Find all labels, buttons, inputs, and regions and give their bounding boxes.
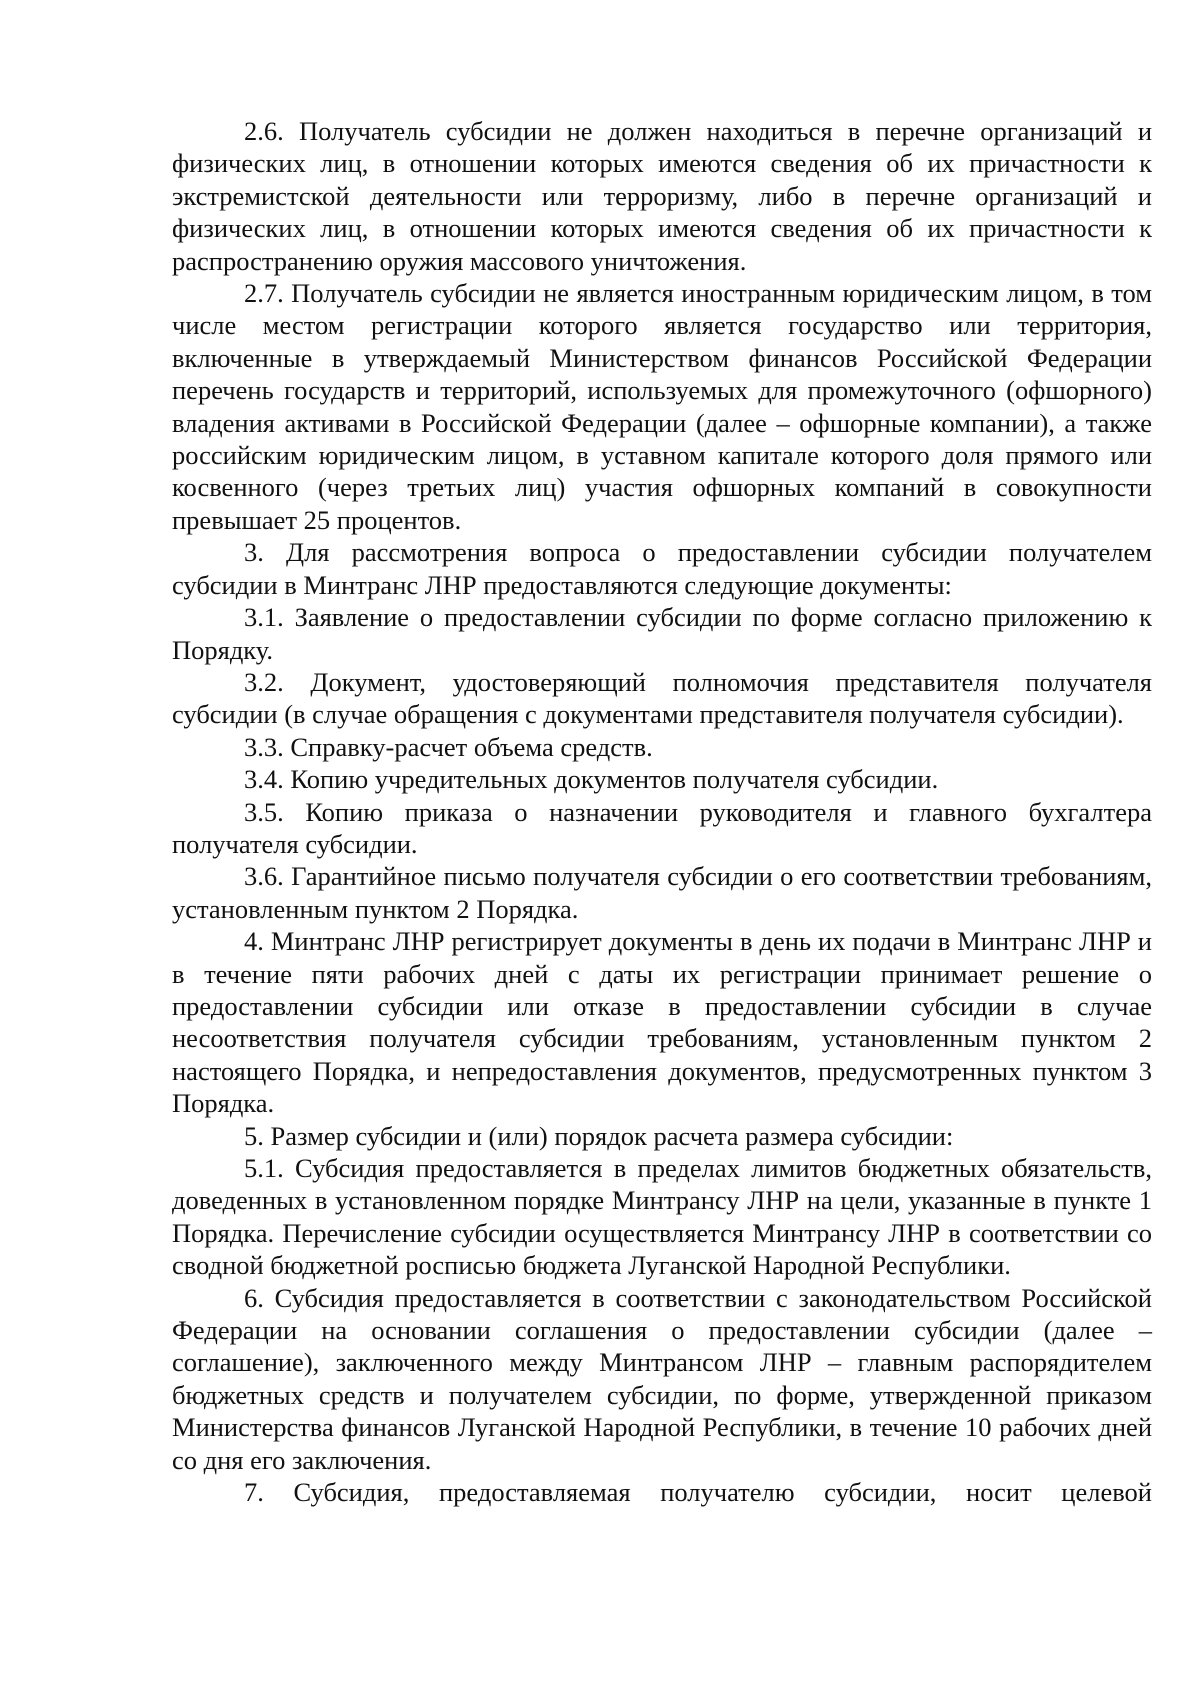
paragraph-3-6: 3.6. Гарантийное письмо получателя субсидии о его соответствии требованиям, установленным пунктом 2 Порядка. [172, 861, 1152, 924]
paragraph-3-3: 3.3. Справку-расчет объема средств. [244, 731, 653, 762]
paragraph-2-7: 2.7. Получатель субсидии не является иностранным юридическим лицом, в том числе местом регистрации которого является государство или территория, включенные в утверждаемый Министерством финансов Российской Федерации перечень государств и территорий, используемых для промежуточного (офшорного) владения активами в Российской Федерации (далее – офшорные компании), а также российским юридическим лицом, в уставном капитале которого доля прямого или косвенного (через третьих лиц) участия офшорных компаний в совокупности превышает 25 процентов. [172, 278, 1152, 535]
paragraph-7: 7. Субсидия, предоставляемая получателю субсидии, носит целевой [244, 1477, 1152, 1508]
paragraph-2-6: 2.6. Получатель субсидии не должен находиться в перечне организаций и физических лиц, в отношении которых имеются сведения об их причастности к экстремистской деятельности или терроризму, либо в перечне организаций и физических лиц, в отношении которых имеются сведения об их причастности к распространению оружия массового уничтожения. [172, 116, 1152, 276]
paragraph-3-2: 3.2. Документ, удостоверяющий полномочия представителя получателя субсидии (в случае обращения с документами представителя получателя субсидии). [172, 666, 1152, 730]
paragraph-5-1: 5.1. Субсидия предоставляется в пределах лимитов бюджетных обязательств, доведенных в установленном порядке Минтрансу ЛНР на цели, указанные в пункте 1 Порядка. Перечисление субсидии осуществляется Минтрансу ЛНР в соответствии со сводной бюджетной росписью бюджета Луганской Народной Республики. [172, 1153, 1152, 1281]
paragraph-3-1: 3.1. Заявление о предоставлении субсидии по форме согласно приложению к Порядку. [172, 602, 1152, 665]
paragraph-3-4: 3.4. Копию учредительных документов получателя субсидии. [244, 764, 939, 795]
paragraph-6: 6. Субсидия предоставляется в соответствии с законодательством Российской Федерации на основании соглашения о предоставлении субсидии (далее – соглашение), заключенного между Минтрансом ЛНР – главным распорядителем бюджетных средств и получателем субсидии, по форме, утвержденной приказом Министерства финансов Луганской Народной Республики, в течение 10 рабочих дней со дня его заключения. [172, 1282, 1152, 1475]
paragraph-5: 5. Размер субсидии и (или) порядок расчета размера субсидии: [244, 1120, 954, 1151]
paragraph-4: 4. Минтранс ЛНР регистрирует документы в день их подачи в Минтранс ЛНР и в течение пяти рабочих дней с даты их регистрации принимает решение о предоставлении субсидии или отказе в предоставлении субсидии в случае несоответствия получателя субсидии требованиям, установленным пунктом 2 настоящего Порядка, и непредоставления документов, предусмотренных пунктом 3 Порядка. [172, 926, 1152, 1119]
paragraph-3: 3. Для рассмотрения вопроса о предоставлении субсидии получателем субсидии в Минтранс ЛНР предоставляются следующие документы: [172, 537, 1152, 600]
document-page [172, 115, 1152, 1508]
paragraph-3-5: 3.5. Копию приказа о назначении руководителя и главного бухгалтера получателя субсидии. [172, 796, 1152, 859]
